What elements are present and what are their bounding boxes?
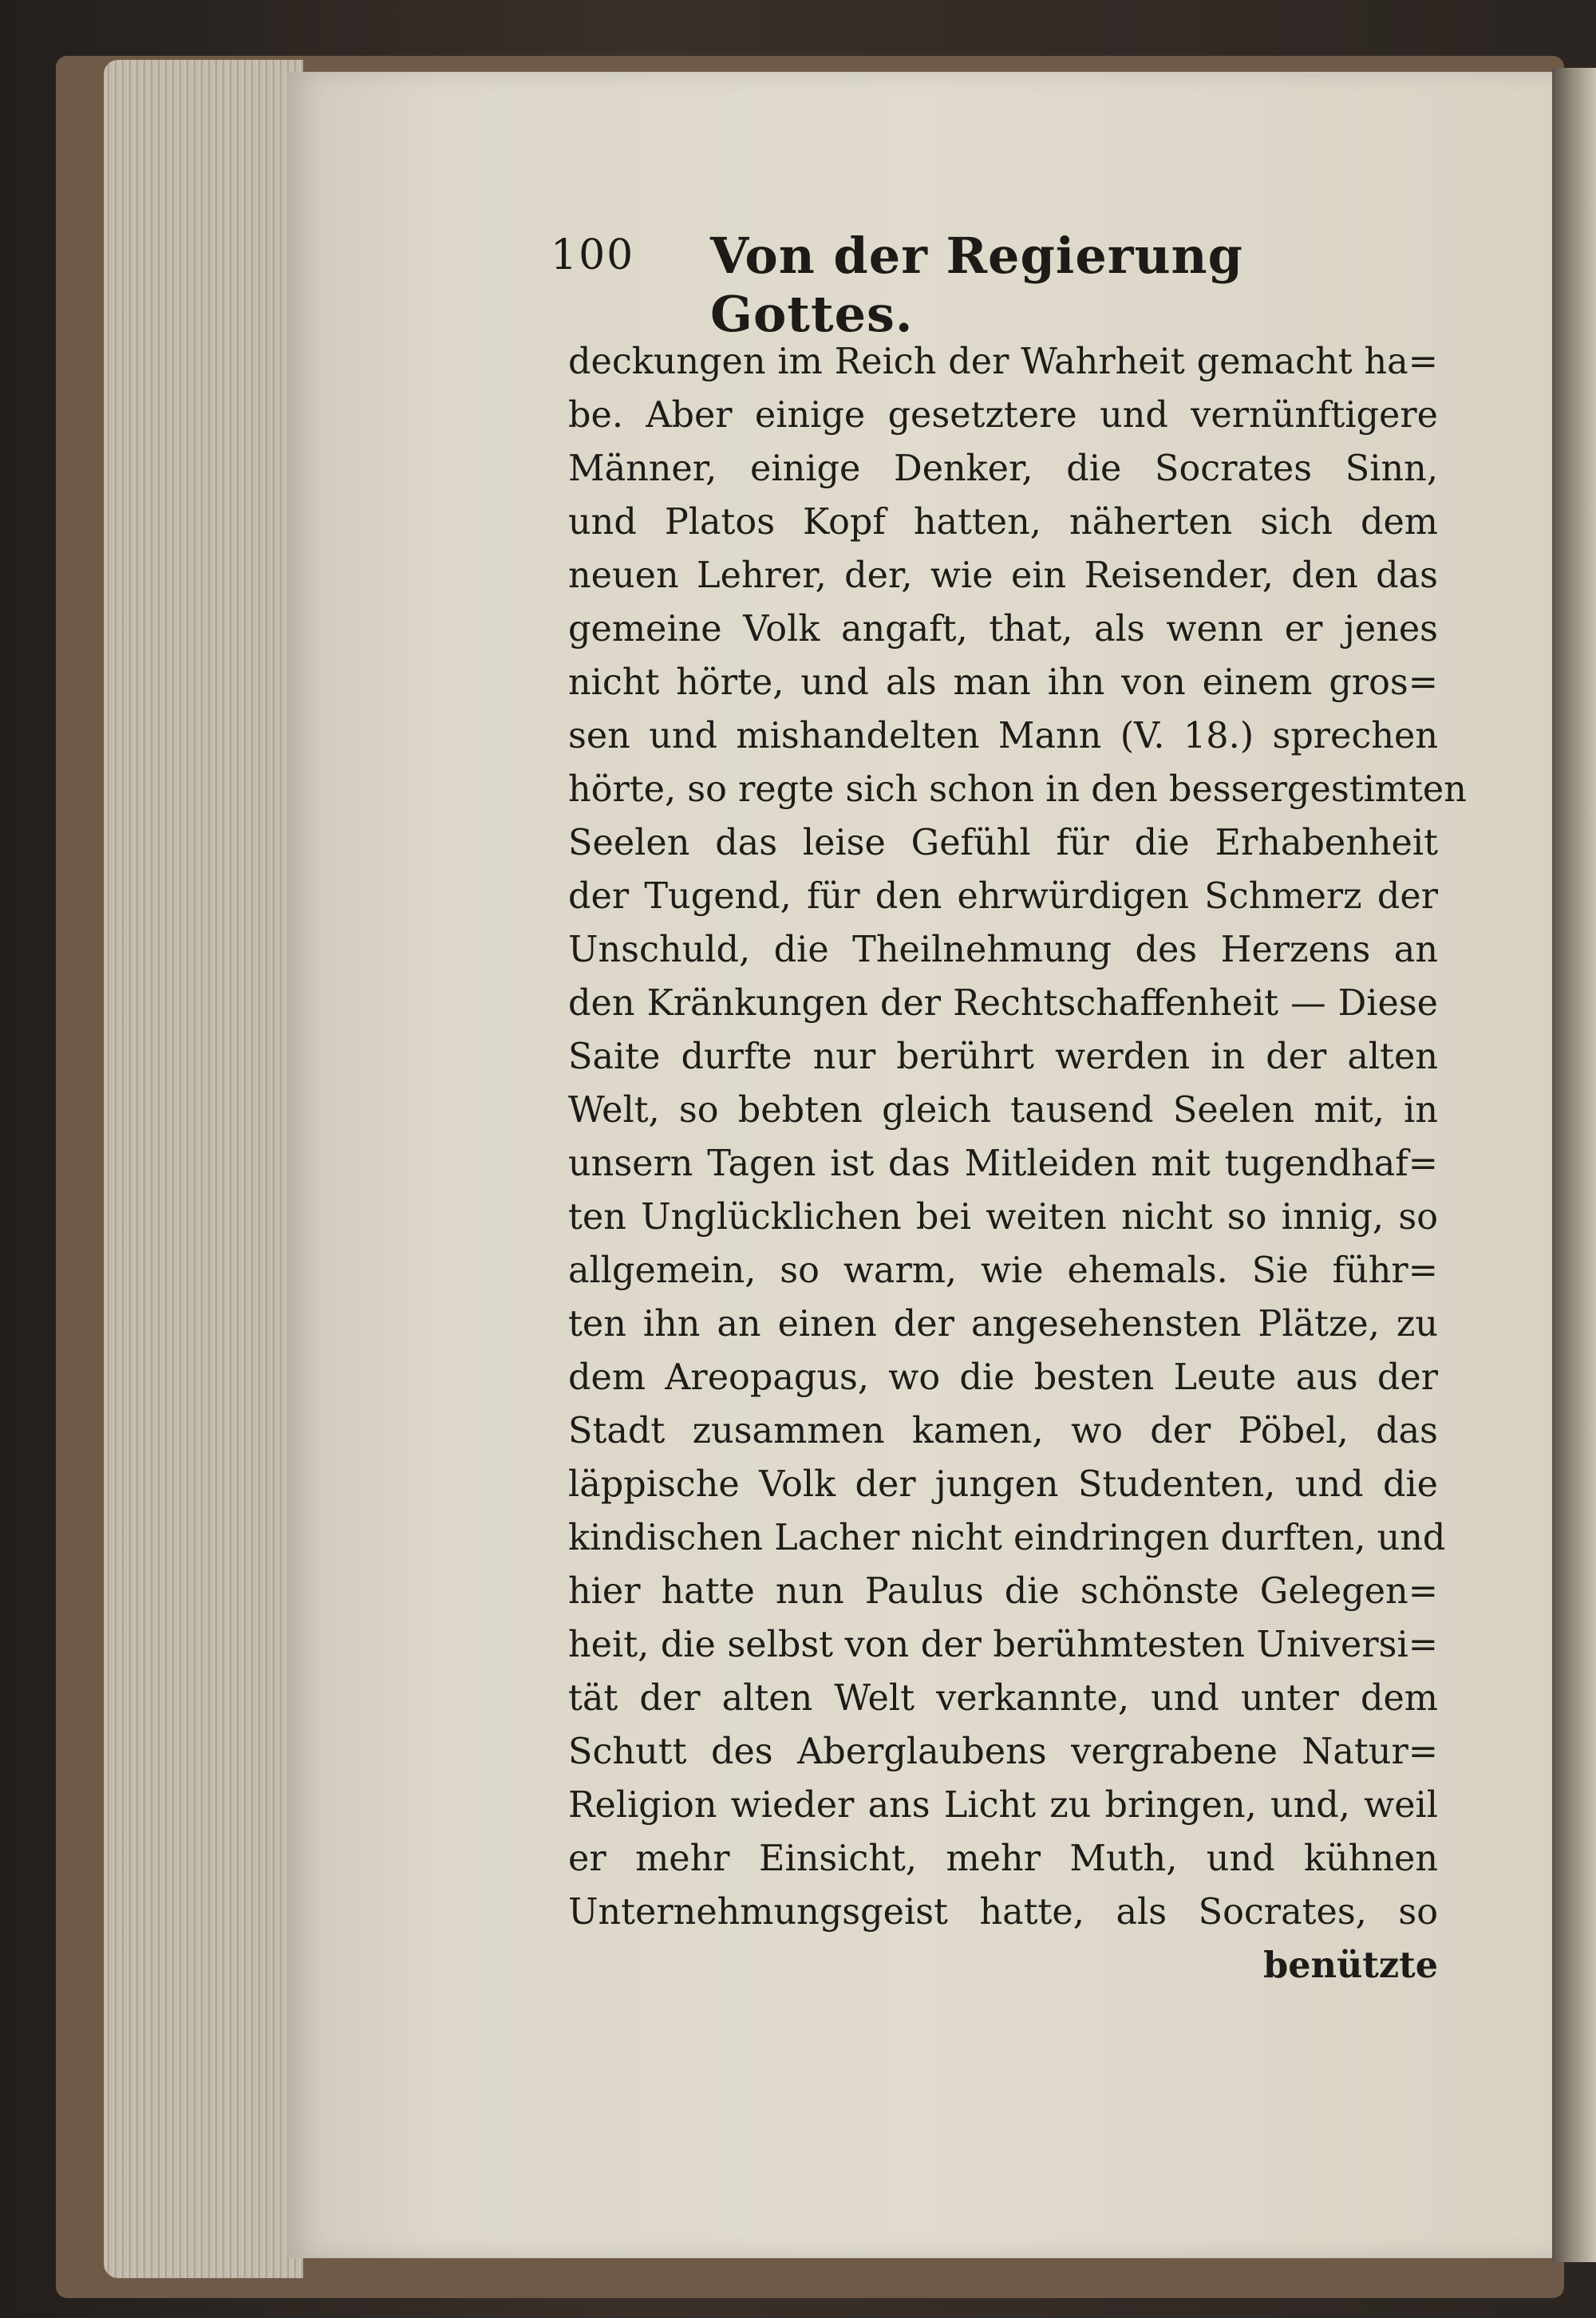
running-title: Von der Regierung Gottes.	[710, 227, 1243, 343]
text-line: er mehr Einsicht, mehr Muth, und kühnen	[568, 1838, 1438, 1879]
text-line: Schutt des Aberglaubens vergrabene Natur=	[568, 1732, 1438, 1772]
text-line: Saite durfte nur berührt werden in der alten	[568, 1037, 1438, 1077]
text-line: sen und mishandelten Mann (V. 18.) sprechen	[568, 716, 1438, 756]
text-line: nicht hörte, und als man ihn von einem gros=	[568, 662, 1438, 703]
catchword: benützte	[1263, 1945, 1438, 1986]
text-line: neuen Lehrer, der, wie ein Reisender, den das	[568, 555, 1438, 596]
text-line: gemeine Volk angaft, that, als wenn er jenes	[568, 609, 1438, 650]
text-line: allgemein, so warm, wie ehemals. Sie führ=	[568, 1250, 1438, 1291]
text-line: Unternehmungsgeist hatte, als Socrates, so	[568, 1892, 1438, 1933]
page-header	[551, 227, 1373, 343]
text-line: unsern Tagen ist das Mitleiden mit tugendhaf=	[568, 1143, 1438, 1184]
facing-page	[1552, 68, 1596, 2262]
body-text	[568, 335, 1467, 1992]
text-line: hier hatte nun Paulus die schönste Gelegen=	[568, 1571, 1438, 1612]
text-line: deckungen im Reich der Wahrheit gemacht ha=	[568, 342, 1438, 382]
text-line: hörte, so regte sich schon in den bessergestimten	[568, 769, 1467, 810]
text-line: Welt, so bebten gleich tausend Seelen mit, in	[568, 1090, 1438, 1131]
text-line: tät der alten Welt verkannte, und unter dem	[568, 1678, 1438, 1719]
text-line: be. Aber einige gesetztere und vernünftigere	[568, 395, 1438, 436]
text-line: der Tugend, für den ehrwürdigen Schmerz der	[568, 876, 1438, 917]
text-line: den Kränkungen der Rechtschaffenheit — Diese	[568, 983, 1438, 1024]
text-line: heit, die selbst von der berühmtesten Universi=	[568, 1625, 1438, 1665]
text-line: und Platos Kopf hatten, näherten sich dem	[568, 502, 1438, 543]
page-edges	[104, 60, 303, 2278]
page-number: 100	[551, 231, 635, 279]
text-line: dem Areopagus, wo die besten Leute aus der	[568, 1357, 1438, 1398]
text-line: Männer, einige Denker, die Socrates Sinn,	[568, 448, 1438, 489]
text-line: Stadt zusammen kamen, wo der Pöbel, das	[568, 1411, 1438, 1451]
text-line: ten Unglücklichen bei weiten nicht so innig, so	[568, 1197, 1438, 1238]
text-line: kindischen Lacher nicht eindringen durften, und	[568, 1518, 1446, 1558]
text-line: ten ihn an einen der angesehensten Plätze, zu	[568, 1304, 1438, 1345]
text-line: Seelen das leise Gefühl für die Erhabenheit	[568, 823, 1438, 863]
text-line: Religion wieder ans Licht zu bringen, und, weil	[568, 1785, 1438, 1826]
text-line: Unschuld, die Theilnehmung des Herzens an	[568, 930, 1438, 970]
text-line: läppische Volk der jungen Studenten, und die	[568, 1464, 1438, 1505]
